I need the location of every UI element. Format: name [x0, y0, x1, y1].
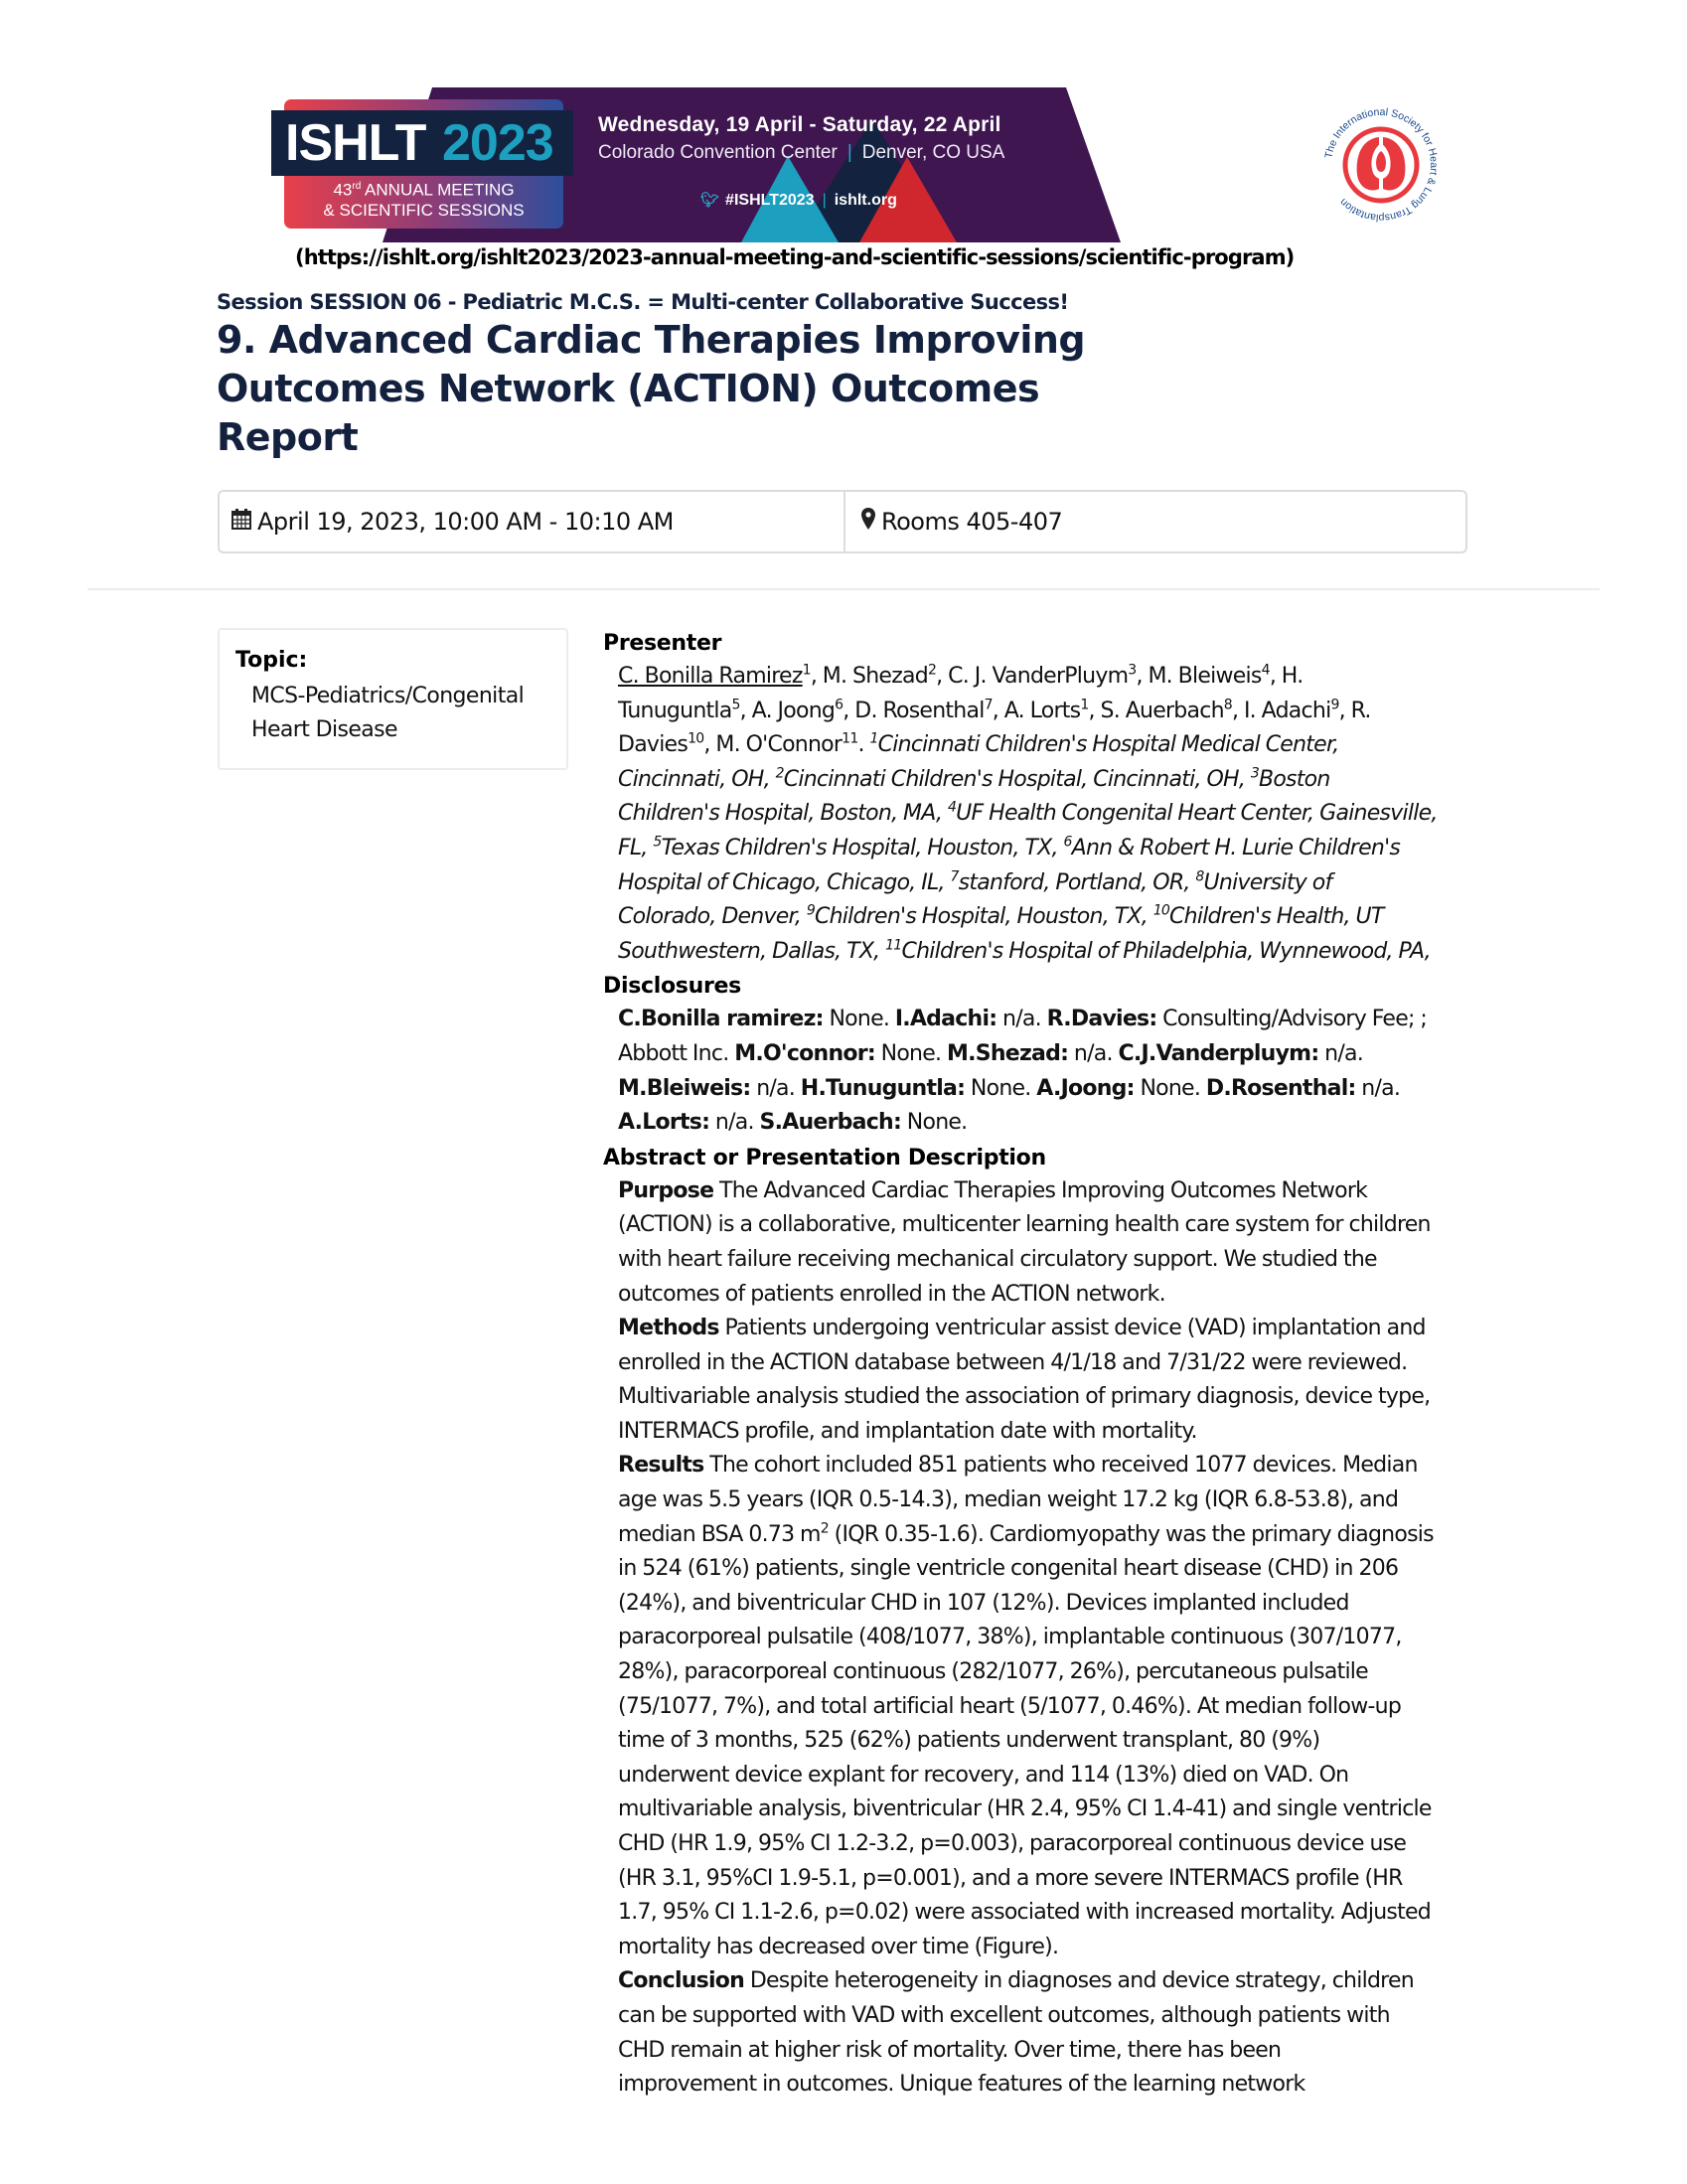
text-run: (IQR 0.35-1.6). Cardiomyopathy was the primary diagnosis [828, 1521, 1434, 1547]
text-run: age was 5.5 years (IQR 0.5-14.3), median weight 17.2 kg (IQR 6.8-53.8), and [618, 1487, 1399, 1513]
topic-label: Topic: [235, 648, 308, 673]
text-run: Consulting/Advisory Fee; ; [1156, 1007, 1428, 1032]
datetime-text: April 19, 2023, 10:00 AM - 10:10 AM [257, 508, 674, 536]
superscript: 11 [842, 730, 858, 747]
bold-label: D.Rosenthal: [1205, 1075, 1356, 1101]
superscript-text: 7 [950, 868, 959, 885]
text-run: , M. Bleiweis [1136, 664, 1262, 689]
text-run: underwent device explant for recovery, and 114 (13%) died on VAD. On [618, 1762, 1349, 1788]
society-logo [1321, 105, 1441, 225]
text-run: outcomes of patients enrolled in the ACTION network. [618, 1281, 1165, 1307]
text-run: The Advanced Cardiac Therapies Improving Outcomes Network [713, 1177, 1368, 1203]
bold-label: C.J.Vanderpluym: [1118, 1040, 1319, 1066]
text-line [618, 900, 1477, 935]
text-run: n/a. [750, 1075, 801, 1101]
affiliation-text: Hospital of Chicago, Chicago, IL, [618, 869, 951, 895]
affiliation-text: Children's Hospital, Houston, TX, [815, 904, 1153, 930]
text-run: , R. [1338, 698, 1371, 723]
superscript-text: 1 [869, 730, 878, 747]
text-run: improvement in outcomes. Unique features of the learning network [618, 2072, 1305, 2098]
affiliation-text: FL, [618, 835, 654, 860]
text-run: Abbott Inc. [618, 1040, 735, 1066]
text-run: enrolled in the ACTION database between 4/1/18 and 7/31/22 were reviewed. [618, 1349, 1408, 1375]
text-run: INTERMACS profile, and implantation date with mortality. [618, 1418, 1197, 1444]
session-location [845, 492, 1461, 551]
text-run: (HR 3.1, 95%CI 1.9-5.1, p=0.001), and a more severe INTERMACS profile (HR [618, 1865, 1403, 1891]
topic-value [251, 680, 559, 747]
logo-sub-number: 43 [333, 180, 353, 200]
text-run: , C. J. VanderPluym [936, 664, 1129, 689]
affiliation-text: Cincinnati Children's Hospital Medical Center, [877, 732, 1339, 758]
text-line [618, 1072, 1477, 1107]
abstract-details [603, 628, 1477, 2103]
affiliation-text: stanford, Portland, OR, [958, 869, 1196, 895]
venue-text: Colorado Convention Center [598, 142, 838, 163]
banner-dates: Wednesday, 19 April - Saturday, 22 April [598, 113, 1001, 136]
topic-box [218, 628, 568, 770]
logo-subtitle [284, 177, 563, 227]
superscript-text: 3 [1250, 765, 1259, 782]
separator: | [822, 192, 827, 209]
text-line [618, 1174, 1477, 1209]
text-line [618, 1312, 1477, 1346]
text-run: Davies [618, 732, 689, 758]
text-line [618, 1518, 1477, 1553]
ishlt-logo [271, 110, 573, 176]
affiliation-text: Children's Hospital, Boston, MA, [618, 801, 948, 827]
text-line [618, 1793, 1477, 1827]
bold-label: A.Joong: [1036, 1075, 1135, 1101]
text-line [618, 1724, 1477, 1759]
bold-label: I.Adachi: [894, 1007, 997, 1032]
superscript [653, 835, 661, 851]
text-line [618, 728, 1477, 763]
session-datetime [220, 492, 845, 551]
superscript: 8 [1223, 697, 1232, 713]
presenter-authors [603, 660, 1477, 969]
text-line [618, 1896, 1477, 1931]
affiliation-text: UF Health Congenital Heart Center, Gainesville, [956, 801, 1438, 827]
superscript-text: 10 [1152, 902, 1170, 919]
abstract-heading: Abstract or Presentation Description [603, 1145, 1046, 1170]
text-run: Multivariable analysis studied the association of primary diagnosis, device type, [618, 1384, 1431, 1410]
text-line [618, 1862, 1477, 1897]
disclosures-text [603, 1003, 1477, 1140]
text-line [618, 1621, 1477, 1655]
bold-label: Results [618, 1453, 704, 1479]
banner-venue [598, 142, 1004, 164]
text-run: , M. Shezad [810, 664, 928, 689]
text-run: None. [901, 1110, 968, 1136]
text-run: paracorporeal pulsatile (408/1077, 38%), implantable continuous (307/1077, [618, 1625, 1402, 1650]
superscript: 10 [688, 730, 704, 747]
affiliation-text: Children's Health, UT [1169, 904, 1384, 930]
abstract-section [603, 1143, 1477, 2103]
text-run: CHD (HR 1.9, 95% CI 1.2-3.2, p=0.003), paracorporeal continuous device use [618, 1831, 1407, 1856]
text-line [618, 660, 1477, 695]
text-line [618, 1208, 1477, 1243]
superscript [1195, 868, 1203, 884]
text-run: , S. Auerbach [1088, 698, 1224, 723]
text-line [618, 1483, 1477, 1518]
text-run: multivariable analysis, biventricular (HR 2.4, 95% CI 1.4-41) and single ventricle [618, 1796, 1432, 1822]
superscript-text: 4 [947, 800, 957, 817]
text-run: None. [1134, 1075, 1206, 1101]
superscript-text: 5 [653, 834, 662, 851]
title-line: 9. Advanced Cardiac Therapies Improving [217, 318, 1086, 362]
superscript: 2 [820, 1520, 829, 1537]
text-run: . [857, 732, 870, 758]
disclosures-section [603, 971, 1477, 1140]
superscript [948, 800, 956, 816]
bold-label: C.Bonilla ramirez: [618, 1007, 824, 1032]
superscript [807, 903, 815, 919]
text-line [618, 1931, 1477, 1965]
superscript-text: 9 [806, 902, 815, 919]
text-run: n/a. [709, 1110, 760, 1136]
bold-label: A.Lorts: [618, 1110, 710, 1136]
bold-label: Conclusion [618, 1968, 745, 1994]
location-text: Rooms 405-407 [881, 508, 1063, 536]
text-line [618, 1587, 1477, 1622]
text-line [618, 866, 1477, 901]
text-run: Tunuguntla [618, 698, 732, 723]
text-run: time of 3 months, 525 (62%) patients underwent transplant, 80 (9%) [618, 1728, 1320, 1754]
text-run: mortality has decreased over time (Figure). [618, 1934, 1059, 1959]
text-line [618, 1964, 1477, 1999]
text-run: None. [965, 1075, 1037, 1101]
map-marker-icon [861, 508, 875, 536]
superscript [951, 868, 959, 884]
text-run: 28%), paracorporeal continuous (282/1077, 26%), percutaneous pulsatile [618, 1659, 1368, 1685]
text-line [618, 1106, 1477, 1141]
affiliation-text: Southwestern, Dallas, TX, [618, 938, 886, 964]
text-line [618, 1278, 1477, 1313]
text-run: The cohort included 851 patients who received 1077 devices. Median [703, 1453, 1418, 1479]
divider [87, 588, 1600, 590]
text-run: None. [874, 1040, 948, 1066]
affiliation-text: Cincinnati, OH, [618, 766, 776, 792]
session-name: Session SESSION 06 - Pediatric M.C.S. = Multi-center Collaborative Success! [217, 290, 1069, 314]
topic-value-line: Heart Disease [251, 717, 397, 742]
topic-value-line: MCS-Pediatrics/Congenital [251, 684, 525, 708]
logo-sub-ordinal: rd [352, 181, 362, 192]
affiliation-text: Boston [1258, 766, 1330, 792]
text-run: , H. [1269, 664, 1304, 689]
text-run: CHD remain at higher risk of mortality. Over time, there has been [618, 2037, 1282, 2063]
bold-label: M.Shezad: [947, 1040, 1069, 1066]
superscript-text: 2 [775, 765, 784, 782]
text-line [618, 1999, 1477, 2034]
banner-social [700, 191, 897, 210]
bold-label: Methods [618, 1316, 719, 1341]
bold-label: S.Auerbach: [759, 1110, 902, 1136]
hashtag-text: #ISHLT2023 [725, 192, 815, 209]
text-run: n/a. [1318, 1040, 1363, 1066]
superscript: 4 [1261, 662, 1270, 679]
superscript [1251, 765, 1259, 781]
superscript: 9 [1330, 697, 1339, 713]
affiliation-text: University of [1203, 869, 1332, 895]
bold-label: M.Bleiweis: [618, 1075, 751, 1101]
text-line [618, 935, 1477, 970]
bold-label: R.Davies: [1046, 1007, 1157, 1032]
city-text: Denver, CO USA [861, 142, 1005, 163]
page-title [217, 316, 1111, 462]
presenter-heading: Presenter [603, 631, 722, 656]
heart-lung-seal-icon [1321, 105, 1441, 225]
text-run: Despite heterogeneity in diagnoses and device strategy, children [744, 1968, 1414, 1994]
text-line [618, 1346, 1477, 1381]
superscript [1153, 903, 1169, 919]
abstract-text [603, 1174, 1477, 2103]
text-run: n/a. [997, 1007, 1047, 1032]
bold-label: H.Tunuguntla: [800, 1075, 966, 1101]
text-run: , I. Adachi [1231, 698, 1331, 723]
text-run: , M. O'Connor [703, 732, 843, 758]
superscript: 6 [835, 697, 844, 713]
bold-label: Purpose [618, 1177, 714, 1203]
session-info-box [218, 490, 1467, 553]
logo-sub-line1: ANNUAL MEETING [361, 180, 515, 200]
text-line [618, 1415, 1477, 1450]
text-line [618, 1243, 1477, 1278]
superscript: 7 [984, 697, 993, 713]
disclosures-heading: Disclosures [603, 974, 741, 1000]
calendar-icon [231, 508, 251, 536]
affiliation-text: Texas Children's Hospital, Houston, TX, [661, 835, 1064, 860]
superscript: 1 [1080, 697, 1089, 713]
superscript [870, 731, 878, 747]
text-run: Patients undergoing ventricular assist device (VAD) implantation and [718, 1316, 1426, 1341]
affiliation-text: Children's Hospital of Philadelphia, Wynnewood, PA, [901, 938, 1431, 964]
text-run: None. [823, 1007, 895, 1032]
affiliation-text: Colorado, Denver, [618, 904, 807, 930]
superscript: 5 [731, 697, 740, 713]
bold-label: M.O'connor: [734, 1040, 875, 1066]
text-line [618, 1037, 1477, 1072]
text-line [618, 1759, 1477, 1794]
text-line [618, 1380, 1477, 1415]
text-run: with heart failure receiving mechanical circulatory support. We studied the [618, 1246, 1377, 1272]
text-run: n/a. [1068, 1040, 1119, 1066]
text-line [618, 1449, 1477, 1483]
text-line [618, 1003, 1477, 1037]
text-run: (75/1077, 7%), and total artificial heart (5/1077, 0.46%). At median follow-up [618, 1693, 1402, 1719]
text-run: (ACTION) is a collaborative, multicenter learning health care system for children [618, 1212, 1431, 1238]
conference-banner [271, 87, 1324, 242]
text-run: , A. Joong [739, 698, 836, 723]
text-run: , A. Lorts [992, 698, 1081, 723]
society-logo-text: The International Society for Heart & Lung Transplantation [1322, 105, 1441, 225]
twitter-icon: 🐦︎ [700, 192, 720, 209]
superscript-text: 6 [1063, 834, 1072, 851]
superscript [1063, 835, 1071, 851]
source-url[interactable]: (https://ishlt.org/ishlt2023/2023-annual-meeting-and-scientific-sessions/scientific-program) [295, 245, 1295, 269]
text-line [618, 1827, 1477, 1862]
superscript-text: 11 [885, 937, 902, 954]
separator: | [846, 142, 852, 163]
text-line [618, 695, 1477, 729]
text-line [618, 1690, 1477, 1725]
text-run: median BSA 0.73 m [618, 1521, 821, 1547]
website-text: ishlt.org [834, 192, 897, 209]
text-run: 1.7, 95% CI 1.1-2.6, p=0.02) were associated with increased mortality. Adjusted [618, 1900, 1431, 1926]
superscript: 1 [802, 662, 811, 679]
text-run: can be supported with VAD with excellent outcomes, although patients with [618, 2002, 1390, 2028]
text-run: (24%), and biventricular CHD in 107 (12%). Devices implanted included [618, 1590, 1349, 1616]
title-line: Report [217, 415, 359, 459]
presenter-name-link[interactable]: C. Bonilla Ramirez [618, 664, 803, 689]
superscript [885, 937, 901, 953]
text-line [618, 1655, 1477, 1690]
logo-sub-line2: & SCIENTIFIC SESSIONS [323, 200, 525, 220]
text-run: n/a. [1355, 1075, 1401, 1101]
text-line [618, 797, 1477, 832]
superscript: 2 [927, 662, 937, 679]
text-line [618, 2068, 1477, 2103]
text-line [618, 832, 1477, 866]
logo-year-text: 2023 [442, 114, 553, 172]
superscript [776, 765, 784, 781]
text-line [618, 763, 1477, 798]
text-line [618, 1552, 1477, 1587]
text-run: in 524 (61%) patients, single ventricle congenital heart disease (CHD) in 206 [618, 1556, 1399, 1582]
superscript-text: 8 [1195, 868, 1204, 885]
text-run: , D. Rosenthal [843, 698, 985, 723]
logo-main-text: ISHLT [285, 114, 426, 172]
affiliation-text: Cincinnati Children's Hospital, Cincinnati, OH, [783, 766, 1251, 792]
superscript: 3 [1128, 662, 1137, 679]
text-line [618, 2034, 1477, 2069]
title-line: Outcomes Network (ACTION) Outcomes [217, 367, 1040, 410]
affiliation-text: Ann & Robert H. Lurie Children's [1071, 835, 1401, 860]
presenter-section [603, 628, 1477, 969]
